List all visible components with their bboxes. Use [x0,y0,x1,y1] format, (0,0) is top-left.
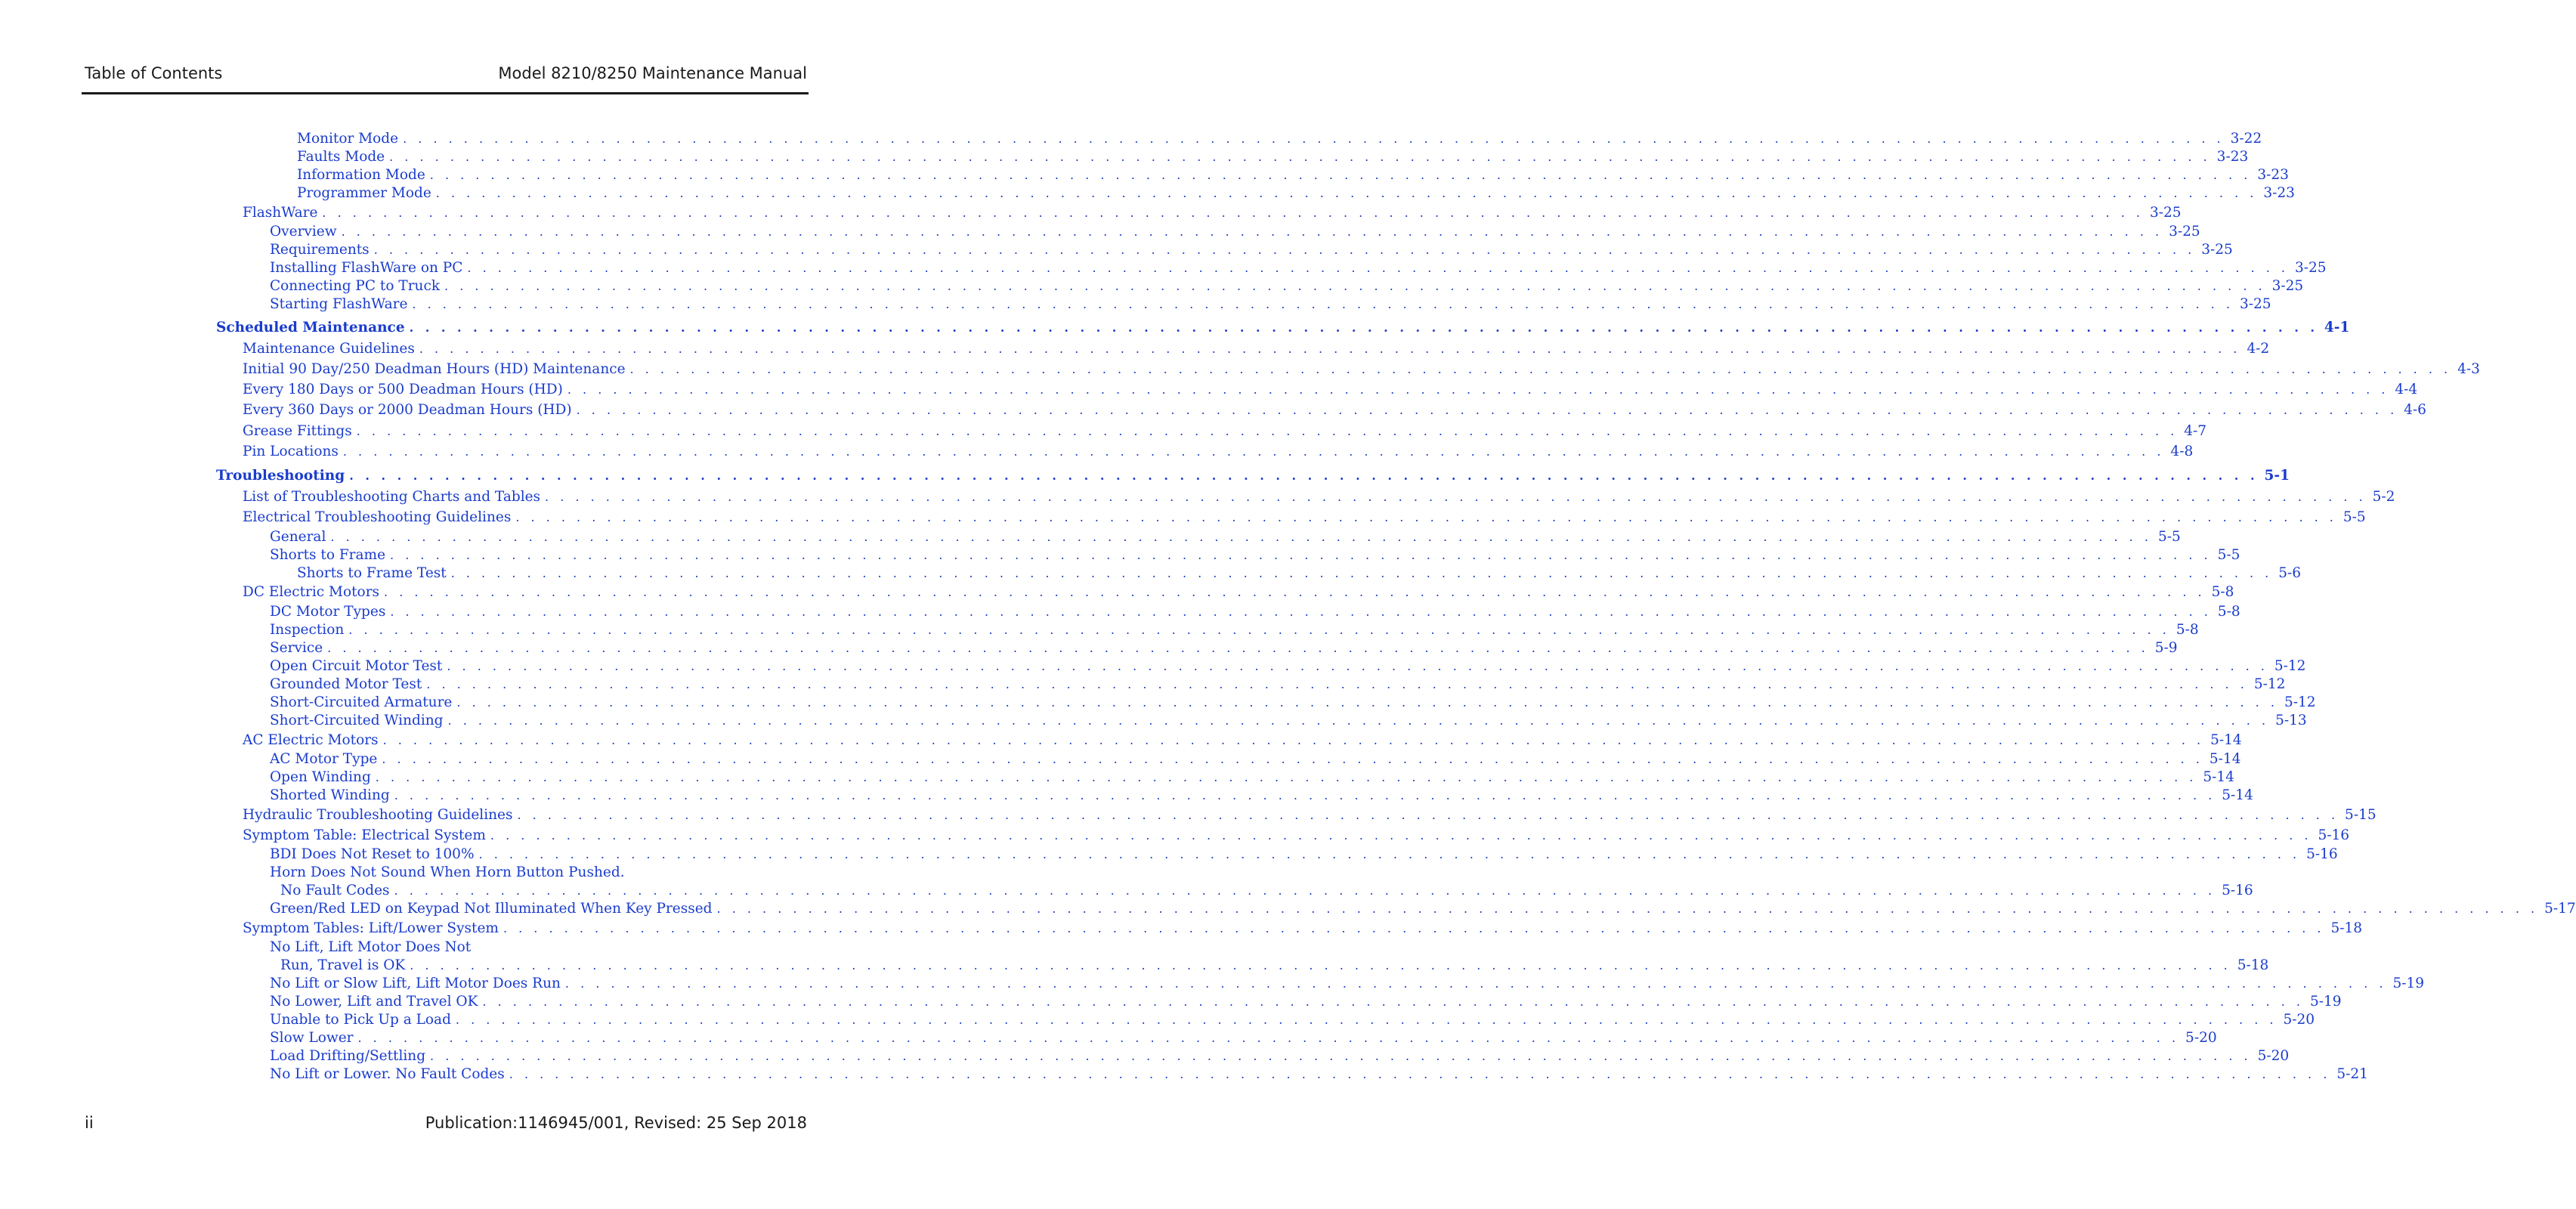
manual-title: Model 8210/8250 Maintenance Manual [498,64,807,82]
toc-entry-service[interactable] [270,639,2178,657]
toc-entry-scheduled-maintenance[interactable] [216,319,2350,337]
toc-entry-no-lower-lift-and-travel-ok[interactable] [270,993,2342,1011]
toc-entry-label: Unable to Pick Up a Load [270,1012,451,1028]
toc-entry-short-circuited-winding[interactable] [270,712,2307,730]
toc-entry-installing-flashware-on-pc[interactable] [270,259,2327,277]
toc-entry-symptom-table-electrical-system[interactable] [243,827,2350,845]
toc-entry-page-number: 5-8 [2176,622,2199,638]
toc-entry-page-number: 4-1 [2324,320,2350,336]
toc-entry-label: Shorts to Frame [270,546,386,563]
toc-entry-label: Grease Fittings [243,422,352,439]
dot-leader: . . . . . . . . . . . . . . . . . . . . . . . . . . . . . . . . . . . . . . . . . . . . . . . . . . . . . . . . . . . . . . . . . . . . . . . . . . . . . . . . . . . . . . . . . . . . . . . . . . . . . . . . . . . . . . . . . . . . . . . . [490,827,2312,843]
toc-entry-label: AC Motor Type [270,751,378,768]
toc-entry-dc-electric-motors[interactable] [243,583,2234,601]
dot-leader: . . . . . . . . . . . . . . . . . . . . . . . . . . . . . . . . . . . . . . . . . . . . . . . . . . . . . . . . . . . . . . . . . . . . . . . . . . . . . . . . . . . . . . . . . . . . . . . . . . . . . . . . . . . . . . . . . . . . . . . . [375,770,2197,785]
toc-entry-label: Initial 90 Day/250 Deadman Hours (HD) Maintenance [243,361,626,378]
toc-entry-information-mode[interactable] [297,166,2289,184]
toc-entry-label: Symptom Table: Electrical System [243,827,486,843]
dot-leader: . . . . . . . . . . . . . . . . . . . . . . . . . . . . . . . . . . . . . . . . . . . . . . . . . . . . . . . . . . . . . . . . . . . . . . . . . . . . . . . . . . . . . . . . . . . . . . . . . . . . . . . . . . . . . . . . . . . . . . . . [629,362,2452,377]
toc-entry-page-number: 5-14 [2203,769,2234,786]
dot-leader: . . . . . . . . . . . . . . . . . . . . . . . . . . . . . . . . . . . . . . . . . . . . . . . . . . . . . . . . . . . . . . . . . . . . . . . . . . . . . . . . . . . . . . . . . . . . . . . . . . . . . . . . . . . . . . . . . . . . . . . . [394,883,2216,898]
toc-entry-page-number: 5-2 [2372,489,2395,506]
toc-entry-label: Pin Locations [243,443,339,459]
toc-entry-page-number: 5-18 [2237,957,2269,974]
dot-leader: . . . . . . . . . . . . . . . . . . . . . . . . . . . . . . . . . . . . . . . . . . . . . . . . . . . . . . . . . . . . . . . . . . . . . . . . . . . . . . . . . . . . . . . . . . . . . . . . . . . . . . . . . . . . . . . . . . . . . . . . [509,1067,2331,1082]
dot-leader: . . . . . . . . . . . . . . . . . . . . . . . . . . . . . . . . . . . . . . . . . . . . . . . . . . . . . . . . . . . . . . . . . . . . . . . . . . . . . . . . . . . . . . . . . . . . . . . . . . . . . . . . . . . . . . . . . . . . . . . . [503,920,2325,935]
toc-entry-page-number: 5-20 [2185,1030,2217,1047]
toc-entry-label: Installing FlashWare on PC [270,260,463,277]
toc-entry-label: No Lift or Lower. No Fault Codes [270,1066,505,1083]
dot-leader: . . . . . . . . . . . . . . . . . . . . . . . . . . . . . . . . . . . . . . . . . . . . . . . . . . . . . . . . . . . . . . . . . . . . . . . . . . . . . . . . . . . . . . . . . . . . . . . . . . . . . . . . . . . . . . . . . . . . . . . . [382,752,2203,767]
toc-entry-page-number: 5-17 [2544,901,2576,917]
toc-entry-label: Open Winding [270,769,371,786]
toc-entry-label: Shorted Winding [270,787,390,804]
dot-leader: . . . . . . . . . . . . . . . . . . . . . . . . . . . . . . . . . . . . . . . . . . . . . . . . . . . . . . . . . . . . . . . . . . . . . . . . . . . . . . . . . . . . . . . . . . . . . . . . . . . . . . . . . . . . . . . . . . . . . . . . [545,490,2367,505]
page-header [82,62,809,94]
toc-entry-label: Symptom Tables: Lift/Lower System [243,920,499,936]
page-number: ii [85,1114,94,1132]
dot-leader: . . . . . . . . . . . . . . . . . . . . . . . . . . . . . . . . . . . . . . . . . . . . . . . . . . . . . . . . . . . . . . . . . . . . . . . . . . . . . . . . . . . . . . . . . . . . . . . . . . . . . . . . . . . . . . . . . . . . . . . . [716,901,2539,917]
dot-leader: . . . . . . . . . . . . . . . . . . . . . . . . . . . . . . . . . . . . . . . . . . . . . . . . . . . . . . . . . . . . . . . . . . . . . . . . . . . . . . . . . . . . . . . . . . . . . . . . . . . . . . . . . . . . . . . . . . . . . . . . [327,641,2149,655]
toc-entry-label: No Lower, Lift and Travel OK [270,994,478,1010]
toc-entry-page-number: 3-22 [2230,131,2262,147]
toc-entry-label: Grounded Motor Test [270,676,422,692]
publication-info: Publication:1146945/001, Revised: 25 Sep 2018 [425,1114,807,1132]
toc-entry-page-number: 5-12 [2274,658,2306,674]
dot-leader: . . . . . . . . . . . . . . . . . . . . . . . . . . . . . . . . . . . . . . . . . . . . . . . . . . . . . . . . . . . . . . . . . . . . . . . . . . . . . . . . . . . . . . . . . . . . . . . . . . . . . . . . . . . . . . . . . . . . . . . . [444,279,2266,294]
dot-leader: . . . . . . . . . . . . . . . . . . . . . . . . . . . . . . . . . . . . . . . . . . . . . . . . . . . . . . . . . . . . . . . . . . . . . . . . . . . . . . . . . . . . . . . . . . . . . . . . . . . . . . . . . . . . . . . . . . . . . . . . [426,677,2248,691]
toc-entry-shorted-winding[interactable] [270,787,2253,805]
toc-entry-page-number: 5-13 [2275,713,2307,728]
toc-entry-label: Load Drifting/Settling [270,1048,426,1065]
dot-leader: . . . . . . . . . . . . . . . . . . . . . . . . . . . . . . . . . . . . . . . . . . . . . . . . . . . . . . . . . . . . . . . . . . . . . . . . . . . . . . . . . . . . . . . . . . . . . . . . . . . . . . . . . . . . . . . . . . . . . . . . [382,732,2205,747]
toc-entry-page-number: 3-25 [2294,260,2327,277]
dot-leader: . . . . . . . . . . . . . . . . . . . . . . . . . . . . . . . . . . . . . . . . . . . . . . . . . . . . . . . . . . . . . . . . . . . . . . . . . . . . . . . . . . . . . . . . . . . . . . . . . . . . . . . . . . . . . . . . . . . . . . . . [373,243,2196,258]
toc-entry-faults-mode[interactable] [297,148,2249,166]
dot-leader: . . . . . . . . . . . . . . . . . . . . . . . . . . . . . . . . . . . . . . . . . . . . . . . . . . . . . . . . . . . . . . . . . . . . . . . . . . . . . . . . . . . . . . . . . . . . . . . . . . . . . . . . . . . . . . . . . . . . . . . . [409,320,2318,335]
toc-entry-page-number: 5-21 [2336,1066,2368,1083]
toc-entry-page-number: 5-8 [2217,604,2240,620]
toc-entry-dc-motor-types[interactable] [270,603,2240,621]
dot-leader: . . . . . . . . . . . . . . . . . . . . . . . . . . . . . . . . . . . . . . . . . . . . . . . . . . . . . . . . . . . . . . . . . . . . . . . . . . . . . . . . . . . . . . . . . . . . . . . . . . . . . . . . . . . . . . . . . . . . . . . . [341,224,2163,240]
toc-entry-page-number: 5-20 [2283,1012,2315,1028]
toc-entry-programmer-mode[interactable] [297,184,2295,203]
toc-entry-shorts-to-frame-test[interactable] [297,564,2302,583]
toc-entry-page-number: 3-25 [2201,242,2233,258]
toc-entry-page-number: 5-5 [2343,509,2366,526]
dot-leader: . . . . . . . . . . . . . . . . . . . . . . . . . . . . . . . . . . . . . . . . . . . . . . . . . . . . . . . . . . . . . . . . . . . . . . . . . . . . . . . . . . . . . . . . . . . . . . . . . . . . . . . . . . . . . . . . . . . . . . . . [357,1031,2180,1046]
toc-entry-page-number: 4-3 [2457,361,2480,378]
toc-entry-label: No Fault Codes [280,883,390,899]
toc-entry-label: Faults Mode [297,149,385,165]
dot-leader: . . . . . . . . . . . . . . . . . . . . . . . . . . . . . . . . . . . . . . . . . . . . . . . . . . . . . . . . . . . . . . . . . . . . . . . . . . . . . . . . . . . . . . . . . . . . . . . . . . . . . . . . . . . . . . . . . . . . . . . . [456,695,2278,710]
toc-entry-starting-flashware[interactable] [270,295,2271,314]
toc-entry-inspection[interactable] [270,621,2199,639]
toc-entry-no-lift-lift-motor-does-not[interactable]: No Lift, Lift Motor Does Not [270,939,472,956]
toc-entry-label: Short-Circuited Armature [270,694,453,710]
toc-entry-list-of-troubleshooting-charts-and-tables[interactable] [243,488,2395,506]
toc-entry-green-red-led-on-keypad-not-illuminated-when-key-pressed[interactable] [270,900,2576,918]
toc-entry-label: Information Mode [297,167,425,183]
toc-entry-page-number: 3-25 [2169,224,2200,240]
toc-entry-page-number: 5-18 [2330,920,2363,936]
toc-entry-label: AC Electric Motors [243,731,379,748]
toc-entry-page-number: 5-16 [2318,827,2350,843]
toc-entry-label: Overview [270,224,337,240]
toc-entry-label: Scheduled Maintenance [216,320,405,336]
toc-entry-overview[interactable] [270,223,2200,241]
toc-entry-bdi-does-not-reset-to-100[interactable] [270,846,2338,864]
dot-leader: . . . . . . . . . . . . . . . . . . . . . . . . . . . . . . . . . . . . . . . . . . . . . . . . . . . . . . . . . . . . . . . . . . . . . . . . . . . . . . . . . . . . . . . . . . . . . . . . . . . . . . . . . . . . . . . . . . . . . . . . [403,131,2225,146]
dot-leader: . . . . . . . . . . . . . . . . . . . . . . . . . . . . . . . . . . . . . . . . . . . . . . . . . . . . . . . . . . . . . . . . . . . . . . . . . . . . . . . . . . . . . . . . . . . . . . . . . . . . . . . . . . . . . . . . . . . . . . . . [419,342,2241,357]
toc-entry-short-circuited-armature[interactable] [270,694,2316,712]
toc-entry-page-number: 5-1 [2264,468,2290,484]
toc-entry-page-number: 5-12 [2253,676,2286,692]
toc-entry-label: Slow Lower [270,1030,354,1047]
dot-leader: . . . . . . . . . . . . . . . . . . . . . . . . . . . . . . . . . . . . . . . . . . . . . . . . . . . . . . . . . . . . . . . . . . . . . . . . . . . . . . . . . . . . . . . . . . . . . . . . . . . . . . . . . . . . . . . . . . . . . . . . [384,585,2206,600]
toc-entry-label: General [270,528,326,545]
toc-entry-label: FlashWare [243,204,318,221]
toc-entry-page-number: 5-20 [2257,1048,2290,1065]
toc-entry-unable-to-pick-up-a-load[interactable] [270,1011,2315,1029]
toc-entry-requirements[interactable] [270,241,2233,259]
dot-leader: . . . . . . . . . . . . . . . . . . . . . . . . . . . . . . . . . . . . . . . . . . . . . . . . . . . . . . . . . . . . . . . . . . . . . . . . . . . . . . . . . . . . . . . . . . . . . . . . . . . . . . . . . . . . . . . . . . . . . . . . [455,1013,2278,1028]
toc-entry-no-lift-lift-motor-does-not-cont[interactable] [280,957,2269,975]
toc-entry-page-number: 5-12 [2284,694,2316,710]
dot-leader: . . . . . . . . . . . . . . . . . . . . . . . . . . . . . . . . . . . . . . . . . . . . . . . . . . . . . . . . . . . . . . . . . . . . . . . . . . . . . . . . . . . . . . . . . . . . . . . . . . . . . . . . . . . . . . . . . . . . . . . . [447,713,2270,728]
toc-entry-initial-90-day-250-deadman-hours-hd-maintenance[interactable] [243,360,2480,379]
toc-entry-no-lift-or-slow-lift-lift-motor-does-run[interactable] [270,975,2425,993]
toc-entry-label: Green/Red LED on Keypad Not Illuminated When Key Pressed [270,901,713,917]
page-footer [82,1111,809,1141]
dot-leader: . . . . . . . . . . . . . . . . . . . . . . . . . . . . . . . . . . . . . . . . . . . . . . . . . . . . . . . . . . . . . . . . . . . . . . . . . . . . . . . . . . . . . . . . . . . . . . . . . . . . . . . . . . . . . . . . . . . . . . . . [348,623,2170,637]
dot-leader: . . . . . . . . . . . . . . . . . . . . . . . . . . . . . . . . . . . . . . . . . . . . . . . . . . . . . . . . . . . . . . . . . . . . . . . . . . . . . . . . . . . . . . . . . . . . . . . . . . . . . . . . . . . . . . . . . . . . . . . . [517,807,2339,822]
toc-entry-page-number: 4-4 [2395,382,2418,398]
dot-leader: . . . . . . . . . . . . . . . . . . . . . . . . . . . . . . . . . . . . . . . . . . . . . . . . . . . . . . . . . . . . . . . . . . . . . . . . . . . . . . . . . . . . . . . . . . . . . . . . . . . . . . . . . . . . . . . . . . . . . . . . [429,168,2252,182]
toc-entry-page-number: 5-6 [2278,564,2302,581]
dot-leader: . . . . . . . . . . . . . . . . . . . . . . . . . . . . . . . . . . . . . . . . . . . . . . . . . . . . . . . . . . . . . . . . . . . . . . . . . . . . . . . . . . . . . . . . . . . . . . . . . . . . . . . . . . . . . . . . . . . . . . . . [356,423,2179,438]
dot-leader: . . . . . . . . . . . . . . . . . . . . . . . . . . . . . . . . . . . . . . . . . . . . . . . . . . . . . . . . . . . . . . . . . . . . . . . . . . . . . . . . . . . . . . . . . . . . . . . . . . . . . . . . . . . . . . . . . . . . . . . . [322,205,2144,220]
toc-entry-page-number: 5-16 [2306,846,2338,863]
toc-entry-page-number: 5-19 [2392,976,2425,992]
toc-entry-label: Maintenance Guidelines [243,341,415,357]
dot-leader: . . . . . . . . . . . . . . . . . . . . . . . . . . . . . . . . . . . . . . . . . . . . . . . . . . . . . . . . . . . . . . . . . . . . . . . . . . . . . . . . . . . . . . . . . . . . . . . . . . . . . . . . . . . . . . . . . . . . . . . . [564,976,2387,991]
toc-entry-horn-does-not-sound-when-horn-button-pushed[interactable]: Horn Does Not Sound When Horn Button Pushed. [270,864,625,881]
dot-leader: . . . . . . . . . . . . . . . . . . . . . . . . . . . . . . . . . . . . . . . . . . . . . . . . . . . . . . . . . . . . . . . . . . . . . . . . . . . . . . . . . . . . . . . . . . . . . . . . . . . . . . . . . . . . . . . . . . . . . . . . [390,547,2212,562]
toc-entry-label: Shorts to Frame Test [297,564,447,581]
dot-leader: . . . . . . . . . . . . . . . . . . . . . . . . . . . . . . . . . . . . . . . . . . . . . . . . . . . . . . . . . . . . . . . . . . . . . . . . . . . . . . . . . . . . . . . . . . . . . . . . . . . . . . . . . . . . . . . . . . . . . . . . [430,1049,2252,1064]
dot-leader: . . . . . . . . . . . . . . . . . . . . . . . . . . . . . . . . . . . . . . . . . . . . . . . . . . . . . . . . . . . . . . . . . . . . . . . . . . . . . . . . . . . . . . . . . . . . . . . . . . . . . . . . . . . . . . . . . . . . . . . . [478,847,2301,862]
dot-leader: . . . . . . . . . . . . . . . . . . . . . . . . . . . . . . . . . . . . . . . . . . . . . . . . . . . . . . . . . . . . . . . . . . . . . . . . . . . . . . . . . . . . . . . . . . . . . . . . . . . . . . . . . . . . . . . . . . . . . . . . [390,604,2212,619]
toc-entry-general[interactable] [270,528,2181,546]
toc-entry-label: Requirements [270,242,370,258]
toc-entry-ac-electric-motors[interactable] [243,731,2242,750]
toc-entry-flashware[interactable] [243,204,2182,222]
dot-leader: . . . . . . . . . . . . . . . . . . . . . . . . . . . . . . . . . . . . . . . . . . . . . . . . . . . . . . . . . . . . . . . . . . . . . . . . . . . . . . . . . . . . . . . . . . . . . . . . . . . . . . . . . . . . . . . . . . . . . . . . [435,186,2258,200]
toc-entry-page-number: 3-25 [2271,278,2304,295]
toc-entry-symptom-tables-lift-lower-system[interactable] [243,920,2363,938]
toc-entry-page-number: 5-8 [2211,584,2234,601]
toc-entry-label: Electrical Troubleshooting Guidelines [243,509,512,526]
toc-entry-label: Inspection [270,622,345,638]
toc-entry-pin-locations[interactable] [243,443,2194,461]
dot-leader: . . . . . . . . . . . . . . . . . . . . . . . . . . . . . . . . . . . . . . . . . . . . . . . . . . . . . . . . . . . . . . . . . . . . . . . . . . . . . . . . . . . . . . . . . . . . . . . . . . . . . . . . . . . . . . . . . . . . . . . . [467,261,2289,276]
toc-entry-label: Troubleshooting [216,468,345,484]
toc-entry-open-circuit-motor-test[interactable] [270,657,2306,676]
dot-leader: . . . . . . . . . . . . . . . . . . . . . . . . . . . . . . . . . . . . . . . . . . . . . . . . . . . . . . . . . . . . . . . . . . . . . . . . . . . . . . . . . . . . . . . . . . . . . . . . . . . . . . . . . . . . . . . . . . . . . . . . [450,565,2273,580]
toc-entry-horn-does-not-sound-when-horn-button-pushed-cont[interactable] [280,882,2253,900]
toc-entry-label: Service [270,640,323,656]
dot-leader: . . . . . . . . . . . . . . . . . . . . . . . . . . . . . . . . . . . . . . . . . . . . . . . . . . . . . . . . . . . . . . . . . . . . . . . . . . . . . . . . . . . . . . . . . . . . . . . . . . . . . . . . . . . . . . . . . . . . . . . . [330,529,2152,544]
toc-entry-page-number: 5-19 [2309,994,2342,1010]
dot-leader: . . . . . . . . . . . . . . . . . . . . . . . . . . . . . . . . . . . . . . . . . . . . . . . . . . . . . . . . . . . . . . . . . . . . . . . . . . . . . . . . . . . . . . . . . . . . . . . . . . . . . . . . . . . . . . . . . . . . . . . . [482,994,2304,1010]
toc-entry-shorts-to-frame[interactable] [270,546,2240,564]
dot-leader: . . . . . . . . . . . . . . . . . . . . . . . . . . . . . . . . . . . . . . . . . . . . . . . . . . . . . . . . . . . . . . . . . . . . . . . . . . . . . . . . . . . . . . . . . . . . . . . . . . . . . . . . . . . . . . . . . . . . . . . . [349,468,2259,484]
toc-entry-no-lift-or-lower-no-fault-codes[interactable] [270,1065,2368,1084]
toc-entry-page-number: 5-14 [2210,731,2242,748]
toc-entry-label: Run, Travel is OK [280,957,406,974]
toc-entry-connecting-pc-to-truck[interactable] [270,277,2304,295]
toc-entry-load-drifting-settling[interactable] [270,1047,2290,1065]
toc-entry-page-number: 5-14 [2209,751,2241,768]
toc-entry-page-number: 4-8 [2170,443,2194,459]
toc-entry-page-number: 5-15 [2345,806,2377,823]
toc-entry-page-number: 3-25 [2239,296,2271,313]
toc-entry-troubleshooting[interactable] [216,467,2290,485]
toc-entry-label: Hydraulic Troubleshooting Guidelines [243,806,513,823]
toc-entry-maintenance-guidelines[interactable] [243,340,2270,358]
toc-entry-label: List of Troubleshooting Charts and Tables [243,489,541,506]
toc-entry-page-number: 4-2 [2247,341,2270,357]
toc-entry-page-number: 5-9 [2154,640,2178,656]
toc-entry-label: Every 180 Days or 500 Deadman Hours (HD) [243,382,563,398]
toc-entry-page-number: 5-14 [2222,787,2253,804]
toc-entry-label: Every 360 Days or 2000 Deadman Hours (HD) [243,402,572,419]
toc-entry-label: No Lift or Slow Lift, Lift Motor Does Run [270,976,561,992]
dot-leader: . . . . . . . . . . . . . . . . . . . . . . . . . . . . . . . . . . . . . . . . . . . . . . . . . . . . . . . . . . . . . . . . . . . . . . . . . . . . . . . . . . . . . . . . . . . . . . . . . . . . . . . . . . . . . . . . . . . . . . . . [576,403,2398,418]
dot-leader: . . . . . . . . . . . . . . . . . . . . . . . . . . . . . . . . . . . . . . . . . . . . . . . . . . . . . . . . . . . . . . . . . . . . . . . . . . . . . . . . . . . . . . . . . . . . . . . . . . . . . . . . . . . . . . . . . . . . . . . . [394,788,2216,803]
toc-entry-page-number: 4-6 [2404,402,2426,419]
toc-entry-label: Starting FlashWare [270,296,408,313]
toc-entry-page-number: 4-7 [2184,422,2207,439]
toc-entry-grounded-motor-test[interactable] [270,676,2286,694]
toc-entry-label: Connecting PC to Truck [270,278,441,295]
dot-leader: . . . . . . . . . . . . . . . . . . . . . . . . . . . . . . . . . . . . . . . . . . . . . . . . . . . . . . . . . . . . . . . . . . . . . . . . . . . . . . . . . . . . . . . . . . . . . . . . . . . . . . . . . . . . . . . . . . . . . . . . [515,510,2337,525]
section-title: Table of Contents [85,64,223,82]
toc-entry-grease-fittings[interactable] [243,422,2207,441]
toc-entry-electrical-troubleshooting-guidelines[interactable] [243,509,2366,527]
toc-entry-label: Short-Circuited Winding [270,713,444,728]
toc-entry-label: DC Motor Types [270,604,386,620]
toc-entry-hydraulic-troubleshooting-guidelines[interactable] [243,806,2377,824]
toc-entry-page-number: 5-16 [2222,883,2253,899]
toc-entry-page-number: 5-5 [2157,528,2181,545]
dot-leader: . . . . . . . . . . . . . . . . . . . . . . . . . . . . . . . . . . . . . . . . . . . . . . . . . . . . . . . . . . . . . . . . . . . . . . . . . . . . . . . . . . . . . . . . . . . . . . . . . . . . . . . . . . . . . . . . . . . . . . . . [410,958,2231,973]
toc-entry-label: BDI Does Not Reset to 100% [270,846,475,863]
toc-entry-label: Open Circuit Motor Test [270,658,443,674]
dot-leader: . . . . . . . . . . . . . . . . . . . . . . . . . . . . . . . . . . . . . . . . . . . . . . . . . . . . . . . . . . . . . . . . . . . . . . . . . . . . . . . . . . . . . . . . . . . . . . . . . . . . . . . . . . . . . . . . . . . . . . . . [342,444,2165,459]
toc-entry-page-number: 5-5 [2217,546,2240,563]
toc-entry-label: Programmer Mode [297,185,431,201]
dot-leader: . . . . . . . . . . . . . . . . . . . . . . . . . . . . . . . . . . . . . . . . . . . . . . . . . . . . . . . . . . . . . . . . . . . . . . . . . . . . . . . . . . . . . . . . . . . . . . . . . . . . . . . . . . . . . . . . . . . . . . . . [389,150,2211,164]
dot-leader: . . . . . . . . . . . . . . . . . . . . . . . . . . . . . . . . . . . . . . . . . . . . . . . . . . . . . . . . . . . . . . . . . . . . . . . . . . . . . . . . . . . . . . . . . . . . . . . . . . . . . . . . . . . . . . . . . . . . . . . . [412,297,2234,312]
toc-entry-every-360-days-or-2000-deadman-hours-hd[interactable] [243,401,2426,419]
toc-entry-slow-lower[interactable] [270,1029,2217,1047]
toc-entry-every-180-days-or-500-deadman-hours-hd[interactable] [243,381,2418,399]
toc-entry-label: DC Electric Motors [243,584,380,601]
toc-entry-monitor-mode[interactable] [297,130,2262,148]
toc-entry-page-number: 3-23 [2216,149,2249,165]
toc-entry-label: Monitor Mode [297,131,399,147]
toc-entry-ac-motor-type[interactable] [270,750,2241,768]
dot-leader: . . . . . . . . . . . . . . . . . . . . . . . . . . . . . . . . . . . . . . . . . . . . . . . . . . . . . . . . . . . . . . . . . . . . . . . . . . . . . . . . . . . . . . . . . . . . . . . . . . . . . . . . . . . . . . . . . . . . . . . . [447,659,2268,673]
toc-entry-page-number: 3-25 [2149,204,2182,221]
dot-leader: . . . . . . . . . . . . . . . . . . . . . . . . . . . . . . . . . . . . . . . . . . . . . . . . . . . . . . . . . . . . . . . . . . . . . . . . . . . . . . . . . . . . . . . . . . . . . . . . . . . . . . . . . . . . . . . . . . . . . . . . [567,382,2389,397]
toc-entry-open-winding[interactable] [270,768,2234,787]
toc-entry-page-number: 3-23 [2257,167,2289,183]
toc-entry-page-number: 3-23 [2263,185,2295,201]
